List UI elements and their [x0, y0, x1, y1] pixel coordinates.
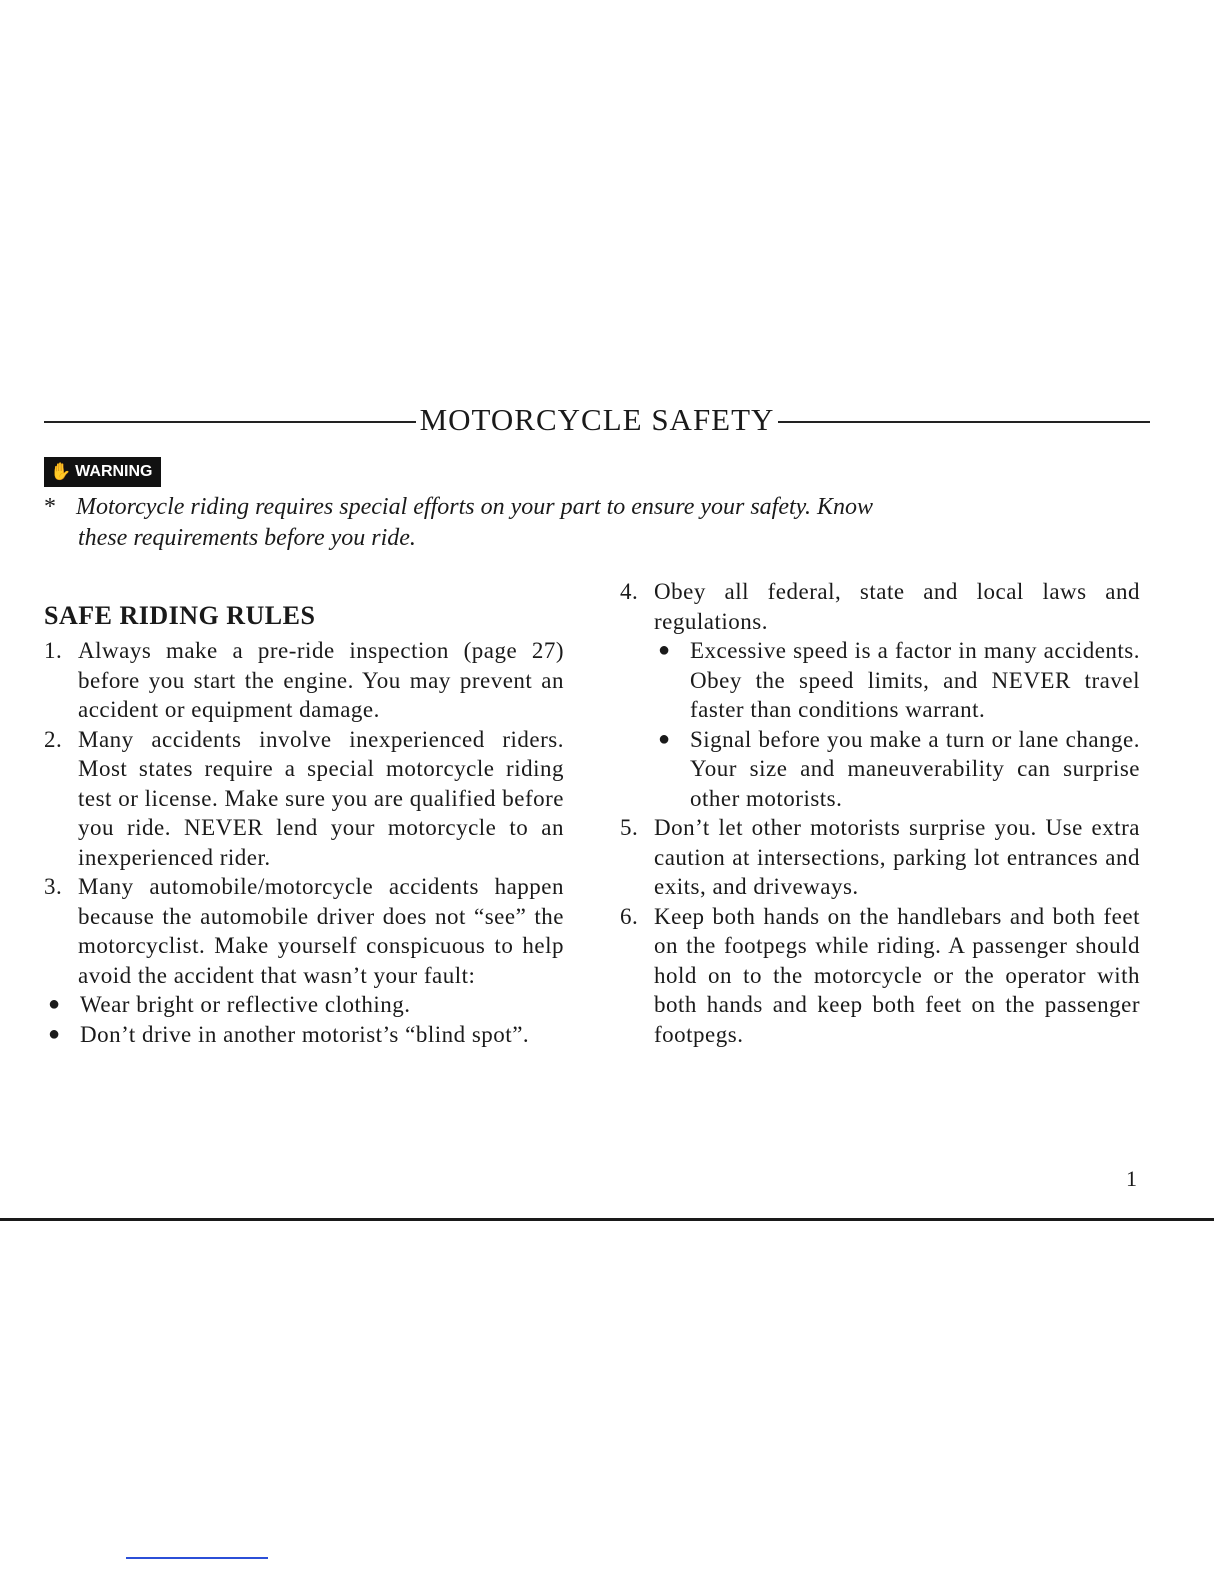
- rule-number: 1.: [44, 638, 63, 663]
- rule-item: [620, 813, 1140, 902]
- bullet-dot: ●: [48, 993, 61, 1015]
- rule-text: Don’t let other motorists surprise you. Use extra caution at intersections, parking lot entrances and exits, and driveways.: [654, 815, 1140, 899]
- rule-item: [620, 577, 1140, 813]
- title-rule-left: [44, 421, 416, 423]
- rule-item: [44, 636, 564, 725]
- rule-number: 5.: [620, 815, 639, 840]
- bullet-item: [654, 725, 1140, 814]
- rules-list-left: [44, 636, 564, 990]
- rule-text: Obey all federal, state and local laws and regulations.: [654, 579, 1140, 634]
- bullet-list: [44, 990, 564, 1049]
- bullet-dot: ●: [48, 1022, 61, 1045]
- section-heading: SAFE RIDING RULES: [44, 601, 316, 630]
- rule-text: Many automobile/motorcycle accidents happen because the automobile driver does not “see” the motorcyclist. Make yourself conspicuous to help avoid the accident that wasn’t your fault:: [78, 874, 564, 988]
- rule-number: 2.: [44, 726, 63, 752]
- warning-text-line1: Motorcycle riding requires special efforts on your part to ensure your safety. Know: [76, 494, 874, 520]
- rule-text: Many accidents involve inexperienced riders. Most states require a special motorcycle riding test or license. Make sure you are qualified before you ride. NEVER lend your motorcycle to an inexperienced rider.: [78, 726, 564, 870]
- rule-number: 4.: [620, 579, 639, 604]
- hand-icon: ✋: [50, 462, 72, 481]
- rule-number: 6.: [620, 903, 639, 929]
- bullet-text: Wear bright or reflective clothing.: [80, 992, 411, 1017]
- rule-item: [44, 725, 564, 873]
- bullet-item: [44, 1020, 564, 1050]
- bullet-text: Excessive speed is a factor in many accidents. Obey the speed limits, and NEVER travel faster than conditions warrant.: [690, 638, 1140, 722]
- bullet-item: [654, 636, 1140, 725]
- rules-list-right: [620, 577, 1140, 1049]
- warning-line-1: [44, 492, 1144, 523]
- bullet-dot: ●: [658, 727, 671, 750]
- warning-text: [44, 492, 1144, 554]
- rule-number: 3.: [44, 874, 63, 899]
- bullet-text: Don’t drive in another motorist’s “blind spot”.: [80, 1021, 530, 1047]
- page-title: MOTORCYCLE SAFETY: [419, 402, 775, 437]
- rule-item: [44, 872, 564, 990]
- title-rule-right: [778, 421, 1150, 423]
- bullet-item: [44, 990, 564, 1020]
- bottom-rule: [0, 1218, 1214, 1221]
- rule-item: [620, 902, 1140, 1050]
- bullet-text: Signal before you make a turn or lane change. Your size and maneuverability can surprise other motorists.: [690, 726, 1140, 811]
- warning-badge: [44, 457, 161, 487]
- right-column: [620, 577, 1140, 1049]
- rule-text: Always make a pre-ride inspection (page 27) before you start the engine. You may prevent an accident or equipment damage.: [78, 638, 564, 722]
- left-column: [44, 600, 564, 1049]
- rule-text: Keep both hands on the handlebars and both feet on the footpegs while riding. A passenger should hold on to the motorcycle or the operator with both hands and keep both feet on the passenger footpegs.: [654, 903, 1140, 1047]
- bullet-dot: ●: [658, 639, 671, 661]
- warning-text-line2: these requirements before you ride.: [78, 525, 416, 551]
- page-number: 1: [1126, 1166, 1137, 1191]
- warning-marker: *: [44, 494, 56, 520]
- link-underline: [126, 1557, 268, 1559]
- page-header: [44, 400, 1150, 440]
- bullet-list: [654, 636, 1140, 813]
- warning-badge-label: WARNING: [75, 463, 153, 480]
